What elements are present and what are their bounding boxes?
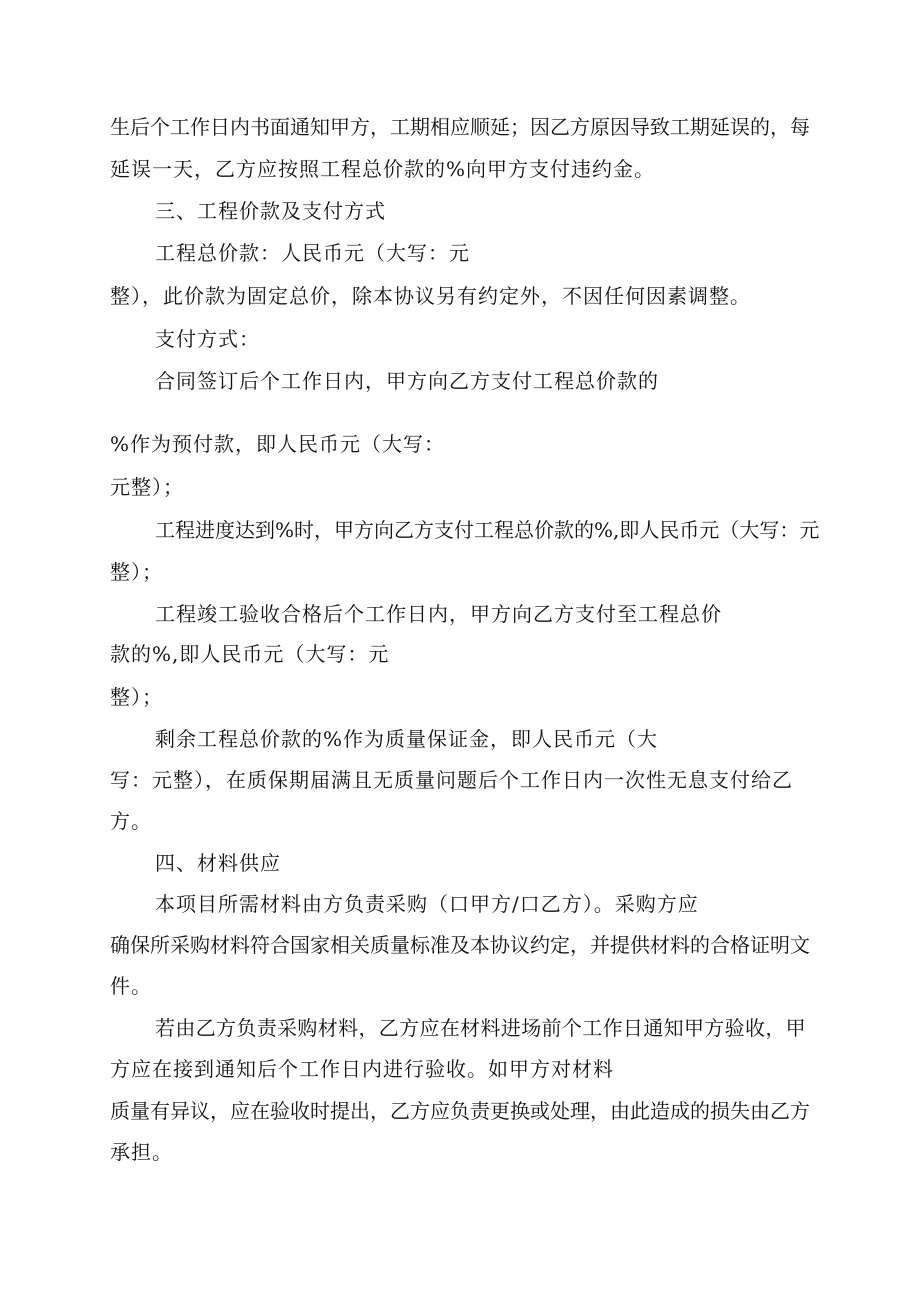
text-line: 件。	[110, 974, 152, 998]
text-line: 工程竣工验收合格后个工作日内，甲方向乙方支付至工程总价	[155, 602, 722, 626]
text-line: 确 保 所 采 购 材 料 符 合 国 家 相 关 质 量 标 准 及 本 协 议 约 定 ， 并 提 供 材 料 的 合 格 证 明 文	[110, 933, 810, 957]
section-heading: 三、工程价款及支付方式	[155, 199, 386, 223]
text-line: 延误一天，乙方应按照工程总价款的%向甲方支付违约金。	[110, 157, 656, 181]
text-line: 款的%,即人民币元（大写：元	[110, 642, 390, 666]
text-line: 写：元整），在质保期届满且无质量问题后个工作日内一次性无息支付给乙	[110, 768, 793, 792]
text-line: 合同签订后个工作日内，甲方向乙方支付工程总价款的	[155, 369, 659, 393]
text-line: 承担。	[110, 1140, 173, 1164]
text-line: %作为预付款，即人民币元（大写：	[110, 432, 446, 456]
text-line: 整）；	[110, 685, 163, 709]
text-line: 整）；	[110, 560, 163, 584]
section-heading: 四、材料供应	[155, 851, 281, 875]
text-line: 整），此价款为固定总价，除本协议另有约定外，不因任何因素调整。	[110, 284, 751, 308]
text-line: 若 由 乙 方 负 责 采 购 材 料 ， 乙 方 应 在 材 料 进 场 前 个 工 作 日 通 知 甲 方 验 收 ， 甲	[155, 1016, 806, 1040]
text-line: 生 后 个 工 作 日 内 书 面 通 知 甲 方 ， 工 期 相 应 顺 延 ； 因 乙 方 原 因 导 致 工 期 延 误 的 ， 每	[110, 115, 810, 139]
text-line: 方应在接到通知后个工作日内进行验收。如甲方对材料	[110, 1057, 614, 1081]
text-line: 元整）；	[110, 475, 184, 499]
text-line: 工 程 进 度 达 到 % 时 ， 甲 方 向 乙 方 支 付 工 程 总 价 款 的 % , 即 人 民 币 元 （ 大 写 ： 元	[155, 518, 820, 542]
text-line: 本项目所需材料由方负责采购（口甲方/口乙方）。采购方应	[155, 892, 699, 916]
text-line: 质 量 有 异 议 ， 应 在 验 收 时 提 出 ， 乙 方 应 负 责 更 换 或 处 理 ， 由 此 造 成 的 损 失 由 乙 方	[110, 1099, 810, 1123]
text-line: 方。	[110, 809, 152, 833]
text-line: 支付方式：	[155, 327, 260, 351]
text-line: 工程总价款：人民币元（大写：元	[155, 241, 470, 265]
text-line: 剩余工程总价款的%作为质量保证金，即人民币元（大	[155, 727, 659, 751]
